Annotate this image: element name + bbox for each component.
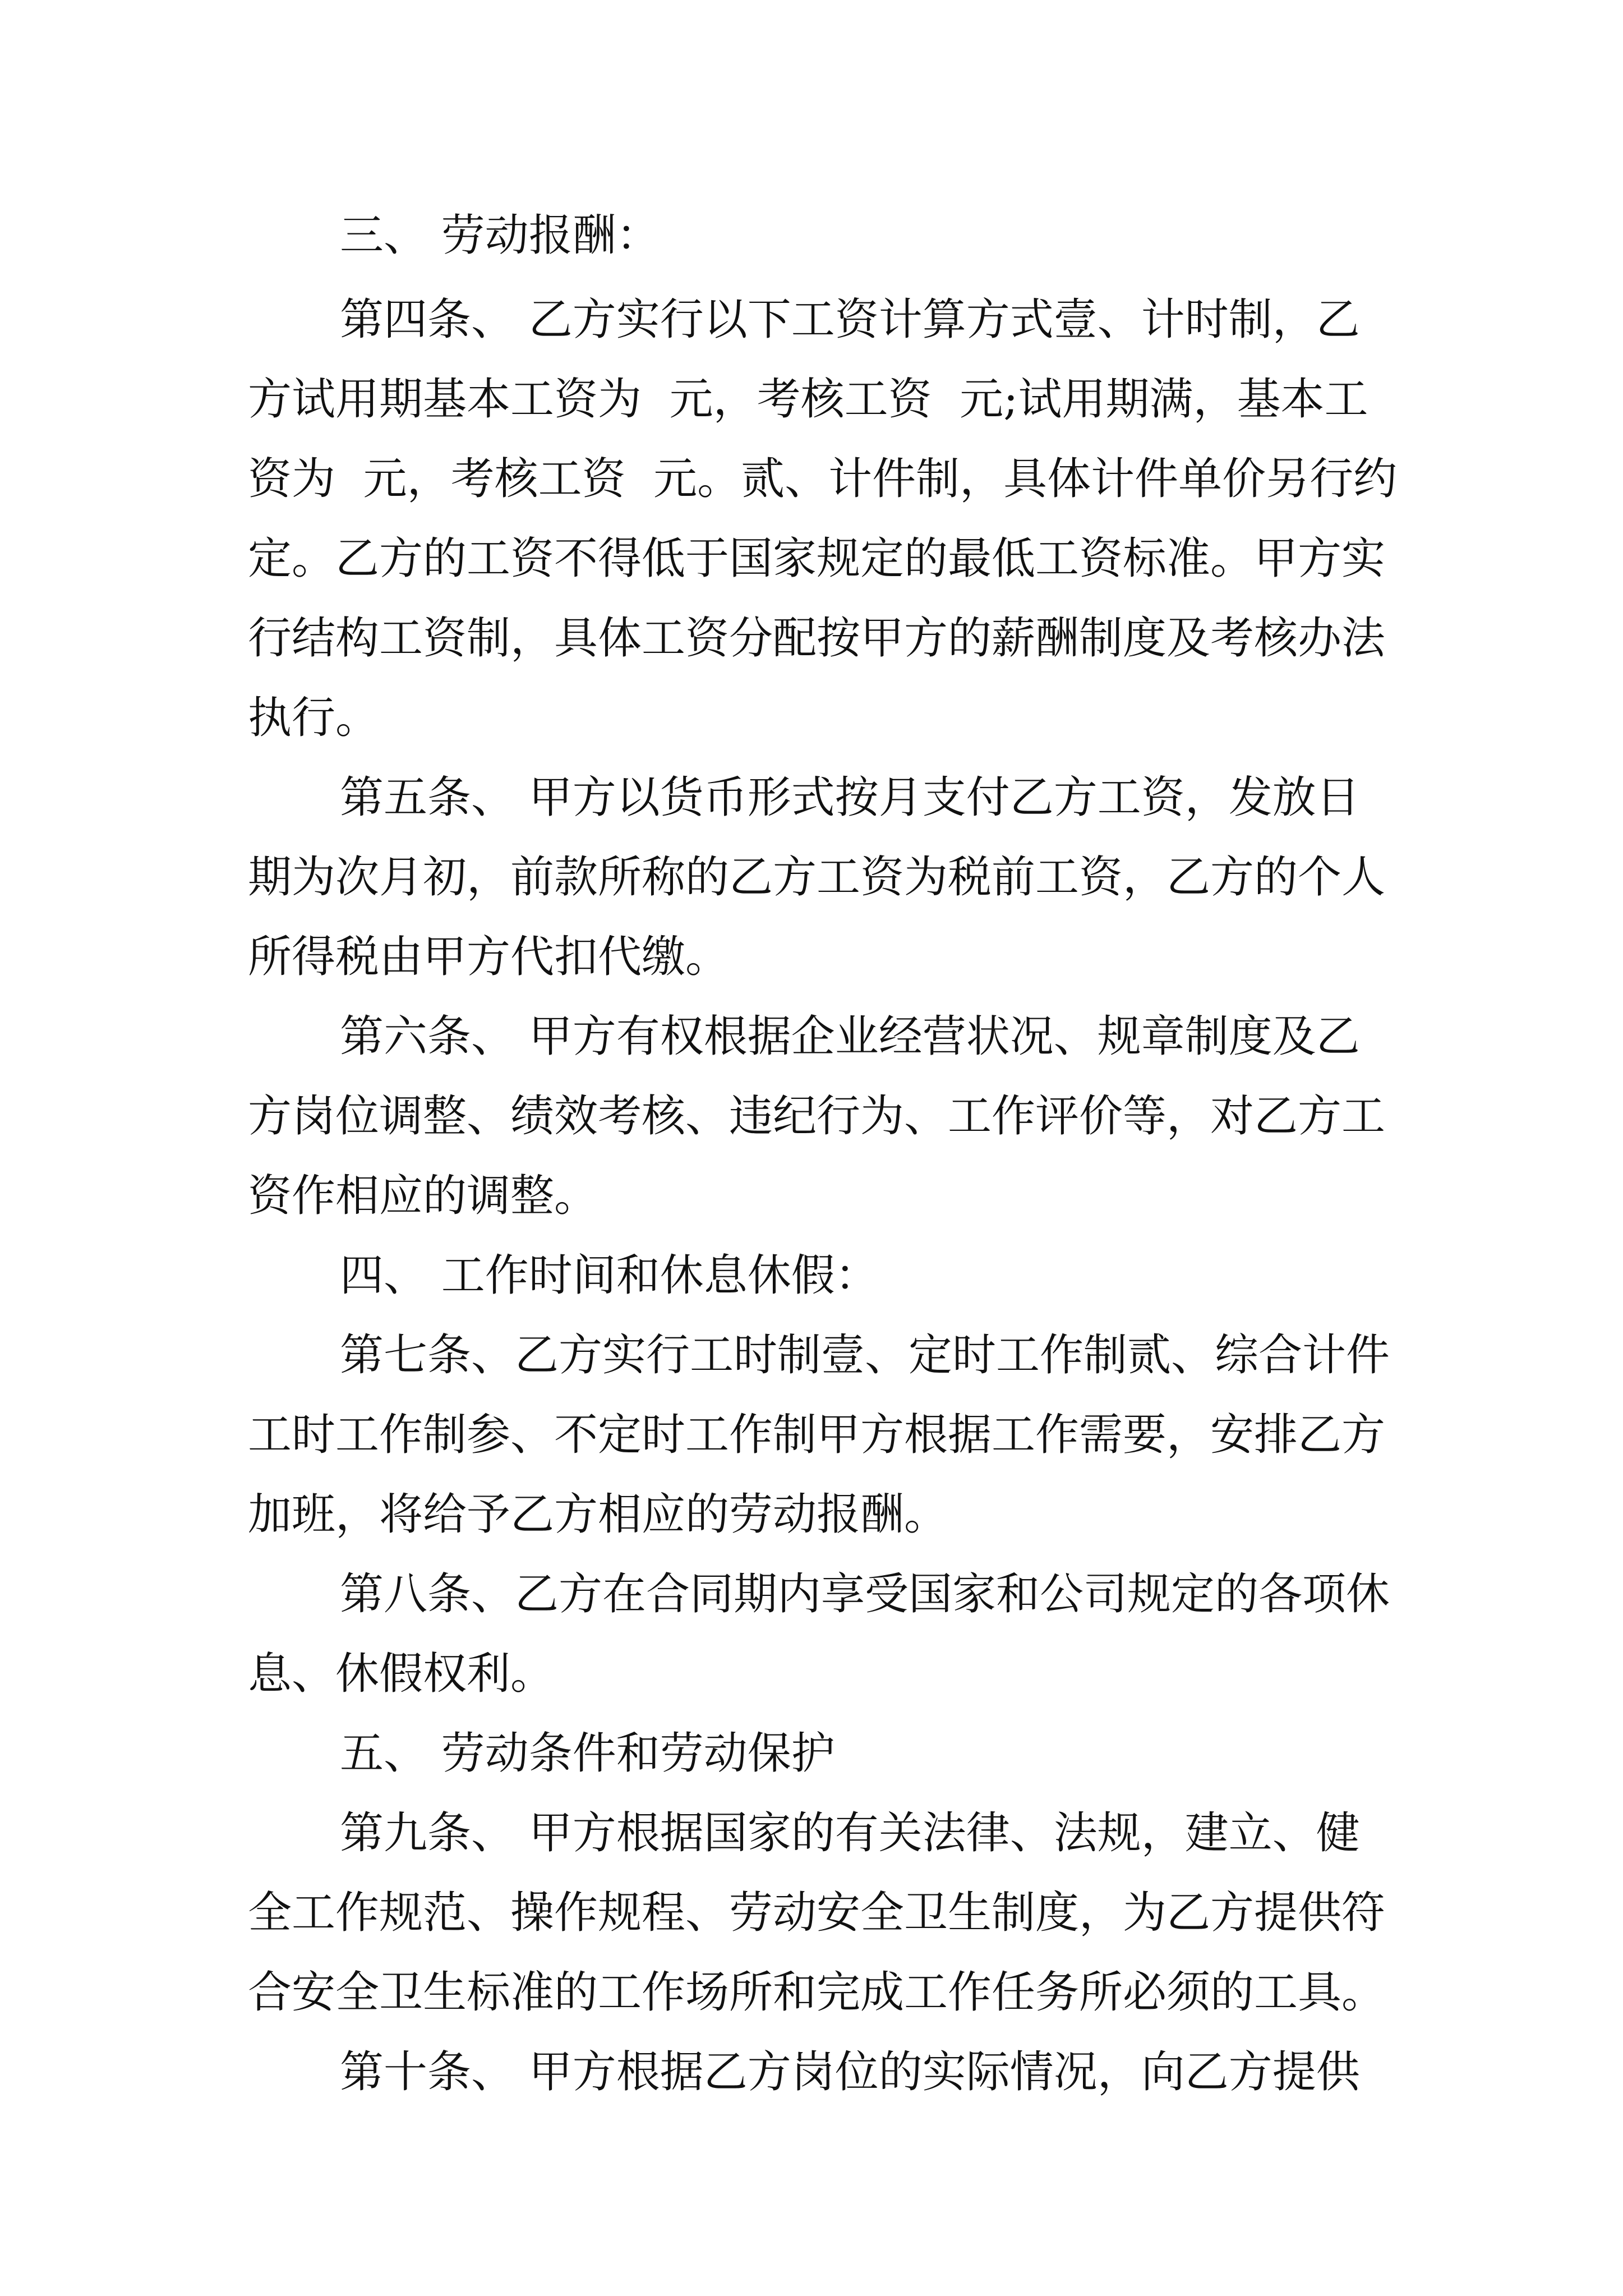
article-8-line-2: 息、休假权利。 — [248, 1649, 555, 1699]
article-6-line-3: 资作相应的调整。 — [248, 1171, 598, 1221]
article-4-line-3: 资为 元，考核工资 元。贰、计件制，具体计件单价另行约 — [248, 454, 1398, 504]
article-4-line-6: 执行。 — [248, 693, 380, 743]
article-9-line-2: 全工作规范、操作规程、劳动安全卫生制度，为乙方提供符 — [248, 1888, 1386, 1938]
article-4-line-1: 第四条、 乙方实行以下工资计算方式壹、计时制，乙 — [340, 295, 1360, 345]
article-7-line-3: 加班，将给予乙方相应的劳动报酬。 — [248, 1489, 948, 1540]
article-5-line-2: 期为次月初，前款所称的乙方工资为税前工资，乙方的个人 — [248, 852, 1386, 903]
article-6-line-2: 方岗位调整、绩效考核、违纪行为、工作评价等，对乙方工 — [248, 1091, 1386, 1142]
article-9-line-1: 第九条、 甲方根据国家的有关法律、法规，建立、健 — [340, 1808, 1360, 1858]
article-4-line-2: 方试用期基本工资为 元，考核工资 元;试用期满，基本工 — [248, 374, 1368, 425]
article-10-line-1: 第十条、 甲方根据乙方岗位的实际情况，向乙方提供 — [340, 2047, 1360, 2097]
article-4-line-5: 行结构工资制，具体工资分配按甲方的薪酬制度及考核办法 — [248, 613, 1386, 664]
section-heading-5: 五、 劳动条件和劳动保护 — [340, 1728, 835, 1779]
section-heading-3: 三、 劳动报酬： — [340, 210, 660, 261]
article-4-line-4: 定。乙方的工资不得低于国家规定的最低工资标准。甲方实 — [248, 533, 1386, 584]
section-heading-4: 四、 工作时间和休息休假： — [340, 1250, 879, 1301]
article-8-line-1: 第八条、乙方在合同期内享受国家和公司规定的各项休 — [340, 1569, 1390, 1619]
article-6-line-1: 第六条、 甲方有权根据企业经营状况、规章制度及乙 — [340, 1011, 1360, 1062]
article-5-line-3: 所得税由甲方代扣代缴。 — [248, 932, 730, 982]
article-9-line-3: 合安全卫生标准的工作场所和完成工作任务所必须的工具。 — [248, 1967, 1386, 2018]
article-5-line-1: 第五条、 甲方以货币形式按月支付乙方工资，发放日 — [340, 772, 1360, 823]
article-7-line-1: 第七条、乙方实行工时制壹、定时工作制贰、综合计件 — [340, 1330, 1390, 1381]
article-7-line-2: 工时工作制参、不定时工作制甲方根据工作需要，安排乙方 — [248, 1410, 1386, 1460]
